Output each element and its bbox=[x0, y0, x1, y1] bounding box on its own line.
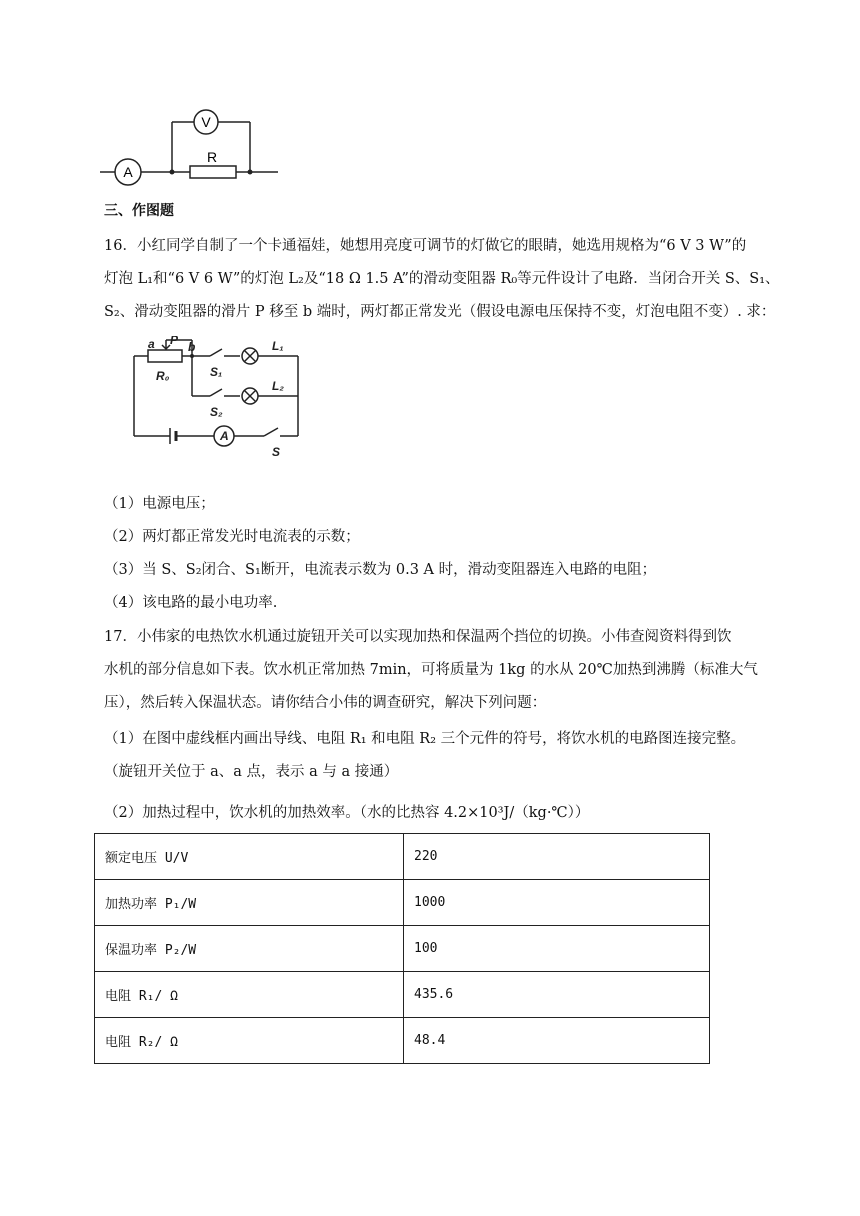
q16-line-2: 灯泡 L₁和“6 V 6 W”的灯泡 L₂及“18 Ω 1.5 A”的滑动变阻器 R₀等元件设计了电路．当闭合开关 S、S₁、 bbox=[104, 271, 780, 287]
table-cell-label: 加热功率 P₁/W bbox=[95, 880, 404, 926]
ammeter-label: A bbox=[123, 164, 133, 180]
label-r0: R₀ bbox=[156, 369, 170, 383]
label-ammeter: A bbox=[220, 429, 229, 443]
q17-sub-1a: （1）在图中虚线框内画出导线、电阻 R₁ 和电阻 R₂ 三个元件的符号，将饮水机的电路图连接完整。 bbox=[104, 731, 746, 747]
table-cell-value: 220 bbox=[404, 834, 710, 880]
label-a: a bbox=[148, 337, 155, 351]
q16-sub-3: （3）当 S、S₂闭合、S₁断开，电流表示数为 0.3 A 时，滑动变阻器连入电路的电阻； bbox=[104, 562, 657, 578]
table-cell-label: 电阻 R₁/ Ω bbox=[95, 972, 404, 1018]
q17-line-2: 水机的部分信息如下表。饮水机正常加热 7min，可将质量为 1kg 的水从 20℃加热到沸腾（标准大气 bbox=[104, 662, 758, 678]
label-s: S bbox=[272, 445, 281, 459]
table-cell-label: 电阻 R₂/ Ω bbox=[95, 1018, 404, 1064]
q16-sub-4: （4）该电路的最小电功率. bbox=[104, 595, 278, 611]
label-s1: S₁ bbox=[210, 365, 223, 379]
table-row bbox=[95, 880, 710, 926]
table-cell-value: 1000 bbox=[404, 880, 710, 926]
resistor-label: R bbox=[206, 149, 218, 165]
table-cell-value: 435.6 bbox=[404, 972, 710, 1018]
label-b: b bbox=[188, 340, 196, 354]
spec-table bbox=[94, 833, 710, 1064]
table-row bbox=[95, 926, 710, 972]
label-l1: L₁ bbox=[272, 339, 284, 353]
q16-line-3: S₂、滑动变阻器的滑片 P 移至 b 端时，两灯都正常发光（假设电源电压保持不变，灯泡电阻不变）. 求： bbox=[104, 304, 776, 320]
table-cell-value: 48.4 bbox=[404, 1018, 710, 1064]
q17-sub-2: （2）加热过程中，饮水机的加热效率。（水的比热容 4.2×10³J/（kg·℃）） bbox=[104, 805, 590, 821]
table-row bbox=[95, 1018, 710, 1064]
circuit-diagram-voltmeter bbox=[100, 100, 290, 190]
q17-sub-1b: （旋钮开关位于 a、a 点，表示 a 与 a 接通） bbox=[104, 764, 399, 780]
q16-sub-1: （1）电源电压； bbox=[104, 496, 215, 512]
label-l2: L₂ bbox=[272, 379, 284, 393]
q17-line-3: 压），然后转入保温状态。请你结合小伟的调查研究，解决下列问题： bbox=[104, 695, 547, 711]
q16-sub-2: （2）两灯都正常发光时电流表的示数； bbox=[104, 529, 360, 545]
table-cell-label: 保温功率 P₂/W bbox=[95, 926, 404, 972]
section-title: 三、作图题 bbox=[104, 203, 174, 219]
q17-line-1: 17．小伟家的电热饮水机通过旋钮开关可以实现加热和保温两个挡位的切换。小伟查阅资料得到饮 bbox=[104, 629, 732, 645]
table-row bbox=[95, 834, 710, 880]
circuit-diagram-lamps bbox=[126, 336, 316, 464]
q16-line-1: 16．小红同学自制了一个卡通福娃，她想用亮度可调节的灯做它的眼睛，她选用规格为“6 V 3 W”的 bbox=[104, 238, 747, 254]
table-cell-label: 额定电压 U/V bbox=[95, 834, 404, 880]
voltmeter-label: V bbox=[201, 114, 211, 130]
table-cell-value: 100 bbox=[404, 926, 710, 972]
table-row bbox=[95, 972, 710, 1018]
label-p: P bbox=[170, 336, 179, 347]
label-s2: S₂ bbox=[210, 405, 223, 419]
